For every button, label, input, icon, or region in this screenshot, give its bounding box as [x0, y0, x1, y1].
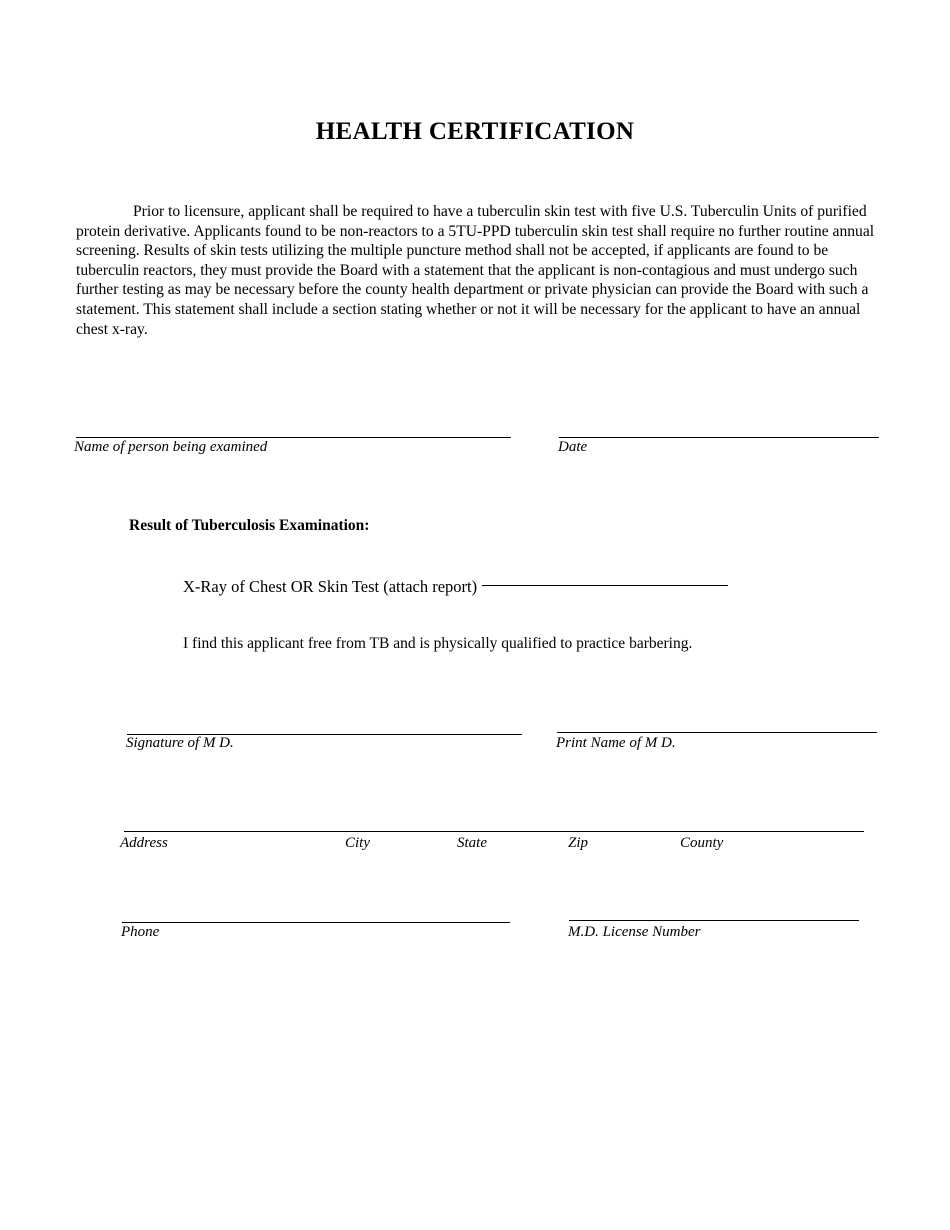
date-field-label: Date	[558, 439, 588, 455]
name-field-line[interactable]	[76, 437, 511, 438]
address-field-line[interactable]	[124, 831, 864, 832]
city-field-label: City	[345, 835, 370, 851]
state-field-label: State	[457, 835, 487, 851]
physician-statement: I find this applicant free from TB and is physically qualified to practice barbering.	[183, 635, 693, 652]
phone-field-label: Phone	[121, 924, 160, 940]
date-field-line[interactable]	[559, 437, 879, 438]
address-field-label: Address	[120, 835, 168, 851]
print-name-field-label: Print Name of M D.	[556, 735, 676, 751]
signature-field-label: Signature of M D.	[126, 735, 234, 751]
intro-paragraph	[76, 202, 876, 339]
page-title: HEALTH CERTIFICATION	[315, 118, 635, 145]
print-name-field-line[interactable]	[557, 732, 877, 733]
phone-field-line[interactable]	[122, 922, 510, 923]
xray-skin-test-blank[interactable]	[482, 585, 728, 586]
xray-skin-test-line	[183, 577, 728, 597]
intro-text: Prior to licensure, applicant shall be required to have a tuberculin skin test with five U.S. Tuberculin Units of purified protein derivative. Applicants found to be non-reactors to a 5TU-PPD tuberculin skin test shall require no further routine annual screening. Results of skin tests utilizing the multiple puncture method shall not be accepted, if applicants are found to be tuberculin reactors, they must provide the Board with a statement that the applicant is non-contagious and must undergo such further testing as may be necessary before the county health department or private physician can provide the Board with such a statement. This statement shall include a section stating whether or not it will be necessary for the applicant to have an annual chest x-ray.	[76, 203, 875, 338]
xray-skin-test-text: X-Ray of Chest OR Skin Test (attach report)	[183, 577, 478, 596]
county-field-label: County	[680, 835, 724, 851]
name-field-label: Name of person being examined	[74, 439, 268, 455]
license-field-line[interactable]	[569, 920, 859, 921]
zip-field-label: Zip	[568, 835, 589, 851]
license-field-label: M.D. License Number	[568, 924, 701, 940]
result-heading: Result of Tuberculosis Examination:	[129, 517, 370, 534]
